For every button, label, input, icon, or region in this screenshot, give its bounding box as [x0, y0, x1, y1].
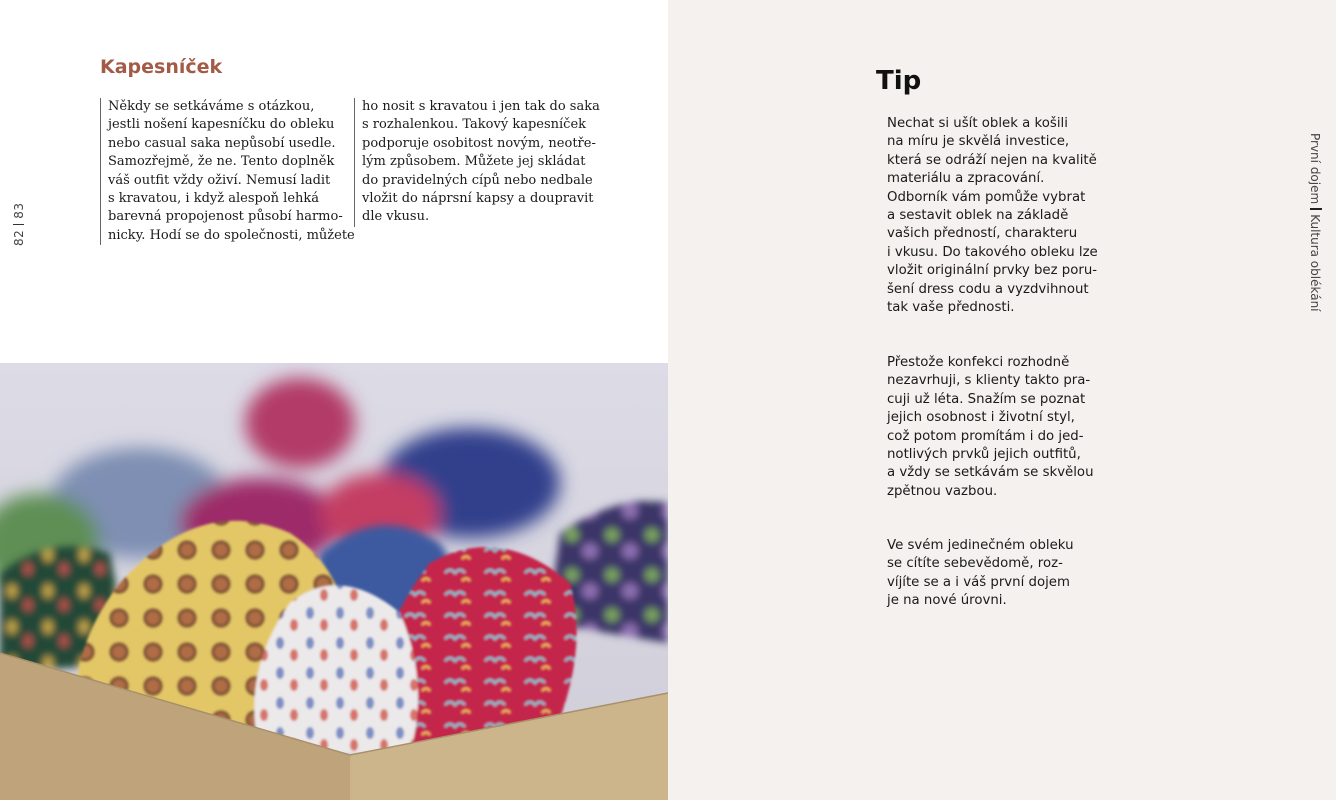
text-line: nicky. Hodí se do společnosti, můžete [108, 227, 355, 243]
folio-divider [13, 224, 24, 225]
text-line: šení dress codu a vyzdvihnout [887, 281, 1089, 297]
text-line: vašich předností, charakteru [887, 226, 1078, 242]
text-line: Samozřejmě, že ne. Tento doplněk [108, 154, 335, 170]
pocket-squares-photo [0, 363, 668, 800]
running-head-book: Kultura oblékání [1308, 214, 1322, 312]
tip-paragraph-2 [887, 354, 1117, 501]
running-head-divider [1310, 208, 1322, 210]
text-line: a vždy se setkávám se skvělou [887, 465, 1094, 481]
text-line: vložit do náprsní kapsy a doupravit [362, 191, 594, 207]
text-line: i vkusu. Do takového obleku lze [887, 244, 1098, 260]
text-line: vložit originální prvky bez poru- [887, 263, 1098, 279]
text-column-1 [100, 98, 355, 245]
text-line: Nechat si ušít oblek a košili [887, 116, 1068, 131]
running-head-chapter: První dojem [1308, 133, 1322, 205]
text-line: zpětnou vazbou. [887, 483, 998, 499]
text-line: Přestože konfekci rozhodně [887, 355, 1070, 370]
tip-paragraph-1 [887, 115, 1117, 317]
text-line: cuji už léta. Snažím se poznat [887, 391, 1086, 407]
text-line: podporuje osobitost novým, neotře- [362, 135, 596, 151]
text-line: jestli nošení kapesníčku do obleku [108, 117, 335, 133]
text-line: nebo casual saka nepůsobí usedle. [108, 135, 336, 151]
text-line: barevná propojenost působí harmo- [108, 209, 343, 225]
text-line: která se odráží nejen na kvalitě [887, 152, 1097, 168]
text-line: lým způsobem. Můžete jej skládat [362, 154, 586, 170]
page-number-right: 83 [12, 202, 26, 219]
text-line: notlivých prvků jejich outfitů, [887, 447, 1081, 463]
text-column-2 [354, 98, 600, 227]
text-line: se cítíte sebevědomě, roz- [887, 556, 1063, 572]
text-line: Odborník vám pomůže vybrat [887, 189, 1086, 205]
text-line: víjíte se a i váš první dojem [887, 574, 1070, 590]
text-line: Ve svém jedinečném obleku [887, 538, 1074, 553]
page-numbers [12, 202, 26, 246]
text-line: s rozhalenkou. Takový kapesníček [362, 117, 587, 133]
text-line: jejich osobnost i životní styl, [887, 410, 1075, 426]
text-line: je na nové úrovni. [887, 593, 1007, 609]
text-line: s kravatou, i když alespoň lehká [108, 191, 320, 207]
tip-title: Tip [876, 66, 922, 96]
page-number-left: 82 [12, 229, 26, 246]
text-line: dle vkusu. [362, 209, 430, 225]
text-line: nezavrhuji, s klienty takto pra- [887, 373, 1091, 389]
text-line: což potom promítám i do jed- [887, 428, 1084, 444]
text-line: na míru je skvělá investice, [887, 134, 1070, 150]
running-head [1308, 133, 1322, 312]
text-line: váš outfit vždy oživí. Nemusí ladit [108, 172, 331, 188]
tip-paragraph-3 [887, 537, 1117, 611]
text-line: materiálu a zpracování. [887, 171, 1045, 187]
text-line: tak vaše přednosti. [887, 300, 1015, 316]
text-line: ho nosit s kravatou i jen tak do saka [362, 99, 600, 114]
section-title: Kapesníček [100, 56, 223, 78]
text-line: a sestavit oblek na základě [887, 208, 1069, 224]
text-line: do pravidelných cípů nebo nedbale [362, 172, 593, 188]
text-line: Někdy se setkáváme s otázkou, [108, 99, 315, 114]
